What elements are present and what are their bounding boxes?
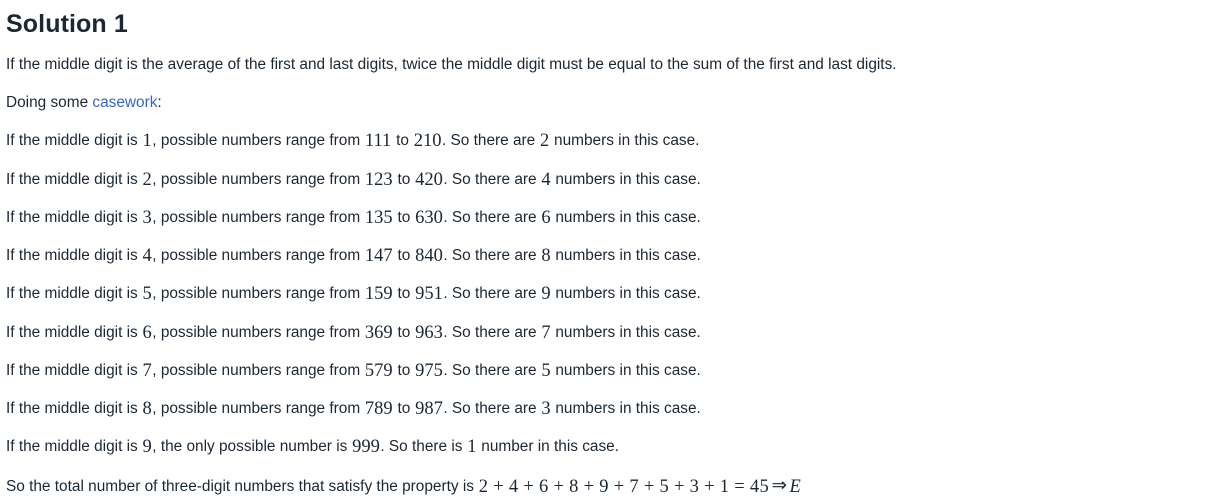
case-sentence-text: . So there are — [443, 399, 541, 417]
case-mid-text: , possible numbers range from — [152, 323, 365, 341]
case-to-text: to — [393, 170, 415, 188]
case-line — [6, 361, 1212, 381]
case-digit: 7 — [142, 360, 152, 381]
case-line — [6, 170, 1212, 190]
final-case-digit: 9 — [142, 437, 152, 458]
case-digit: 3 — [142, 207, 152, 228]
case-suffix-text: numbers in this case. — [551, 170, 701, 188]
case-range-from: 579 — [364, 360, 393, 381]
case-range-to: 963 — [415, 322, 443, 343]
case-range-to: 210 — [413, 131, 442, 152]
case-line — [6, 208, 1212, 228]
case-range-from: 123 — [364, 169, 393, 190]
case-to-text: to — [391, 132, 414, 150]
case-count: 6 — [541, 207, 551, 228]
case-suffix-text: numbers in this case. — [551, 323, 701, 341]
casework-lead-text: Doing some — [6, 94, 93, 112]
case-range-to: 975 — [415, 360, 443, 381]
case-digit: 2 — [142, 169, 152, 190]
case-line — [6, 246, 1212, 266]
case-to-text: to — [393, 323, 415, 341]
final-case-suffix-text: number in this case. — [477, 438, 620, 456]
case-suffix-text: numbers in this case. — [551, 285, 701, 303]
case-range-to: 630 — [415, 207, 443, 228]
case-sentence-text: . So there are — [443, 170, 541, 188]
case-prefix-text: If the middle digit is — [6, 247, 143, 265]
case-line — [6, 399, 1212, 419]
case-suffix-text: numbers in this case. — [549, 132, 700, 150]
case-mid-text: , possible numbers range from — [152, 247, 365, 265]
final-case-prefix-text: If the middle digit is — [6, 438, 143, 456]
case-range-to: 840 — [415, 246, 443, 267]
case-range-to: 987 — [415, 398, 443, 419]
case-line — [6, 284, 1212, 304]
case-range-from: 135 — [364, 207, 393, 228]
case-digit: 8 — [142, 398, 152, 419]
casework-link[interactable]: casework — [92, 94, 158, 112]
case-count: 5 — [541, 360, 551, 381]
final-case-number: 999 — [352, 437, 380, 458]
case-count: 3 — [541, 398, 551, 419]
case-range-from: 159 — [364, 284, 393, 305]
final-case-mid-text: , the only possible number is — [152, 438, 352, 456]
case-digit: 4 — [142, 246, 152, 267]
case-count: 7 — [541, 322, 551, 343]
case-sentence-text: . So there are — [441, 132, 540, 150]
intro-paragraph: If the middle digit is the average of the first and last digits, twice the middle digit must be equal to the sum of the first and last digits. — [6, 56, 897, 73]
case-sentence-text: . So there are — [443, 247, 541, 265]
casework-tail-text: : — [157, 94, 162, 112]
case-digit: 6 — [142, 322, 152, 343]
case-range-to: 951 — [415, 284, 443, 305]
case-range-from: 111 — [364, 131, 392, 152]
case-sentence-text: . So there are — [443, 323, 541, 341]
case-sentence-text: . So there are — [443, 361, 541, 379]
case-range-from: 147 — [364, 246, 393, 267]
case-digit: 5 — [142, 284, 152, 305]
case-to-text: to — [393, 247, 415, 265]
page-title: Solution 1 — [6, 10, 128, 38]
case-to-text: to — [393, 285, 415, 303]
case-prefix-text: If the middle digit is — [6, 132, 143, 150]
answer-choice: E — [789, 477, 802, 498]
case-mid-text: , possible numbers range from — [152, 361, 365, 379]
case-line — [6, 131, 1212, 151]
case-digit: 1 — [142, 131, 152, 152]
case-suffix-text: numbers in this case. — [551, 247, 701, 265]
case-sentence-text: . So there are — [443, 208, 541, 226]
case-count: 2 — [539, 131, 550, 152]
case-prefix-text: If the middle digit is — [6, 323, 143, 341]
case-count: 8 — [541, 246, 551, 267]
case-prefix-text: If the middle digit is — [6, 399, 143, 417]
case-to-text: to — [393, 361, 415, 379]
case-suffix-text: numbers in this case. — [551, 399, 701, 417]
total-prefix-text: So the total number of three-digit numbers that satisfy the property is — [6, 478, 479, 496]
case-prefix-text: If the middle digit is — [6, 361, 143, 379]
case-mid-text: , possible numbers range from — [152, 285, 365, 303]
case-mid-text: , possible numbers range from — [152, 208, 365, 226]
case-prefix-text: If the middle digit is — [6, 170, 143, 188]
case-prefix-text: If the middle digit is — [6, 285, 143, 303]
case-to-text: to — [393, 399, 415, 417]
case-prefix-text: If the middle digit is — [6, 208, 143, 226]
total-expression: 2 + 4 + 6 + 8 + 9 + 7 + 5 + 3 + 1 = 45 — [478, 477, 770, 498]
case-to-text: to — [393, 208, 415, 226]
case-mid-text: , possible numbers range from — [152, 132, 365, 150]
final-case-count: 1 — [467, 437, 477, 458]
implies-icon: ⇒ — [771, 476, 788, 497]
case-count: 4 — [541, 169, 551, 190]
casework-paragraph — [6, 93, 1212, 113]
case-mid-text: , possible numbers range from — [152, 170, 365, 188]
case-range-to: 420 — [415, 169, 443, 190]
case-count: 9 — [541, 284, 551, 305]
final-case-sentence-text: . So there is — [380, 438, 467, 456]
case-range-from: 789 — [364, 398, 393, 419]
case-suffix-text: numbers in this case. — [551, 361, 701, 379]
case-line-final — [6, 437, 1212, 457]
case-line — [6, 323, 1212, 343]
case-suffix-text: numbers in this case. — [551, 208, 701, 226]
case-sentence-text: . So there are — [443, 285, 541, 303]
case-mid-text: , possible numbers range from — [152, 399, 365, 417]
case-range-from: 369 — [364, 322, 393, 343]
total-paragraph — [6, 475, 1212, 499]
